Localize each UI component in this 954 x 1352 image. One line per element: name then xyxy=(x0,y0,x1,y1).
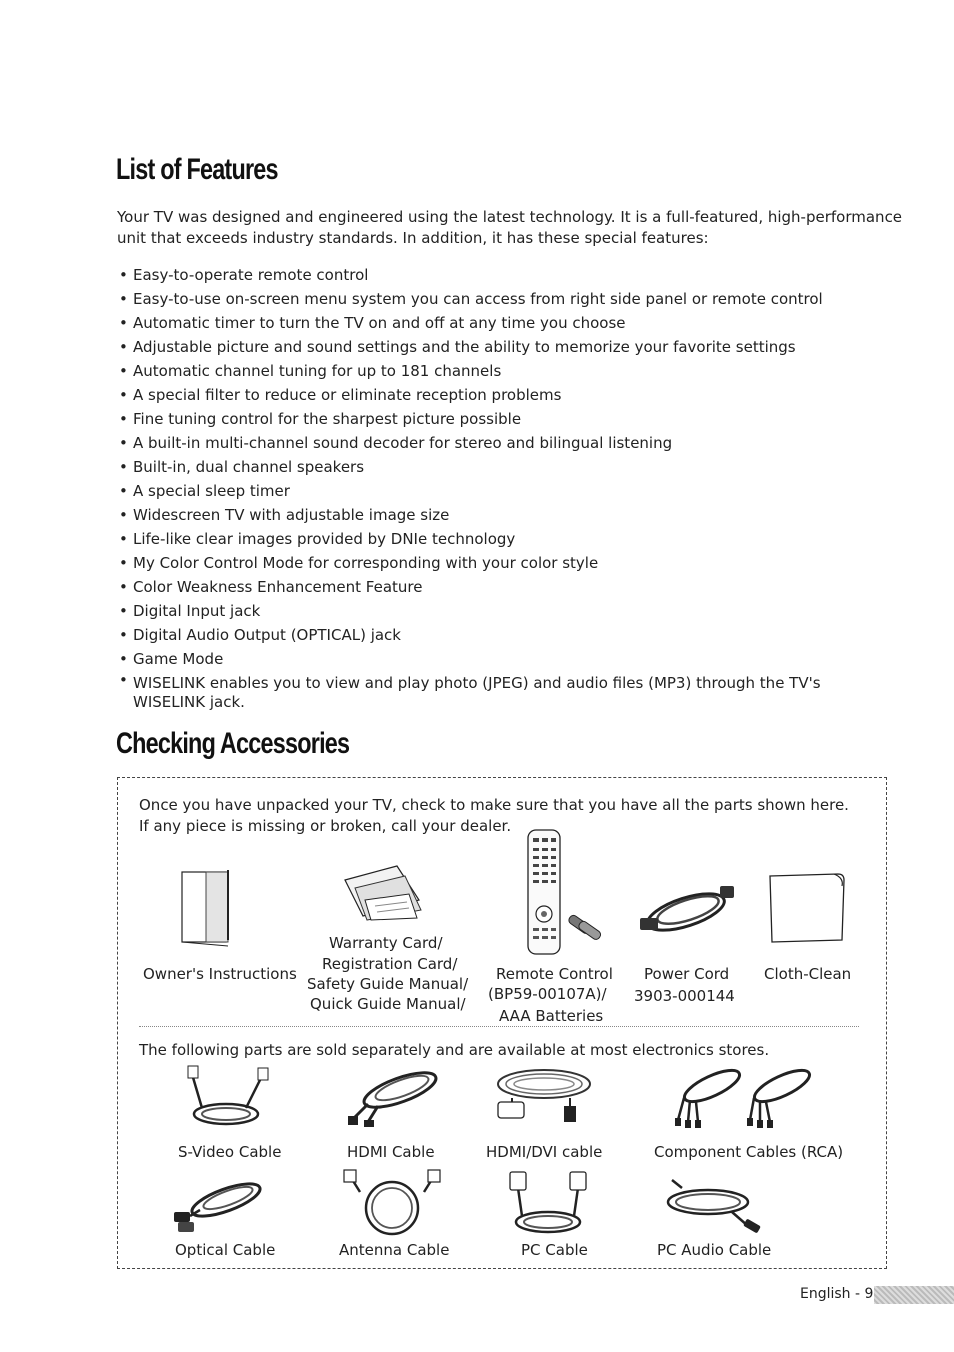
sold-separately-note: The following parts are sold separately and are available at most electronics stores. xyxy=(139,1041,770,1059)
features-list xyxy=(117,263,897,712)
batteries-label: AAA Batteries xyxy=(499,1007,604,1025)
hdmi-cable-illustration xyxy=(344,1064,444,1128)
feature-item: • WISELINK enables you to view and play photo (JPEG) and audio files (MP3) through the TV's WISELINK jack. xyxy=(117,671,897,712)
component-cables-label: Component Cables (RCA) xyxy=(654,1143,844,1161)
feature-item: • Easy-to-use on-screen menu system you can access from right side panel or remote control xyxy=(117,287,897,311)
pc-audio-cable-label: PC Audio Cable xyxy=(657,1241,772,1259)
accessories-intro: Once you have unpacked your TV, check to make sure that you have all the parts shown here. If any piece is missing or broken, call your dealer. xyxy=(139,796,849,835)
feature-item: • Game Mode xyxy=(117,647,897,671)
feature-item: • A special sleep timer xyxy=(117,479,897,503)
hdmi-dvi-cable-illustration xyxy=(490,1064,598,1128)
component-cables-illustration xyxy=(670,1064,830,1128)
remote-model-label: (BP59-00107A)/ xyxy=(488,985,607,1003)
feature-item: • Automatic timer to turn the TV on and off at any time you choose xyxy=(117,311,897,335)
feature-item: • A special filter to reduce or eliminate reception problems xyxy=(117,383,897,407)
feature-item: • Life-like clear images provided by DNIe technology xyxy=(117,527,897,551)
feature-item: • My Color Control Mode for corresponding with your color style xyxy=(117,551,897,575)
pc-audio-cable-illustration xyxy=(656,1178,764,1236)
antenna-cable-label: Antenna Cable xyxy=(339,1241,450,1259)
s-video-cable-label: S-Video Cable xyxy=(178,1143,282,1161)
features-intro: Your TV was designed and engineered using the latest technology. It is a full-featured, high-performance unit that exceeds industry standards. In addition, it has these special features: xyxy=(117,208,903,247)
feature-item: • Easy-to-operate remote control xyxy=(117,263,897,287)
power-cord-part-label: 3903-000144 xyxy=(634,987,735,1005)
s-video-cable-illustration xyxy=(186,1064,272,1130)
pc-cable-illustration xyxy=(504,1170,594,1236)
cloth-clean-label: Cloth-Clean xyxy=(764,965,852,983)
feature-item: • A built-in multi-channel sound decoder for stereo and bilingual listening xyxy=(117,431,897,455)
checking-accessories-heading: Checking Accessories xyxy=(116,727,350,760)
warranty-card-label: Warranty Card/ xyxy=(329,934,443,952)
page-tab-decoration xyxy=(874,1286,954,1304)
safety-guide-label: Safety Guide Manual/ xyxy=(307,975,469,993)
manuals-illustration xyxy=(335,860,425,922)
feature-item: • Built-in, dual channel speakers xyxy=(117,455,897,479)
separator xyxy=(139,1026,859,1027)
page-number: English - 9 xyxy=(800,1286,874,1302)
pc-cable-label: PC Cable xyxy=(521,1241,588,1259)
feature-item: • Color Weakness Enhancement Feature xyxy=(117,575,897,599)
hdmi-dvi-cable-label: HDMI/DVI cable xyxy=(486,1143,603,1161)
cloth-illustration xyxy=(764,870,848,946)
remote-control-label: Remote Control xyxy=(496,965,613,983)
power-cord-illustration xyxy=(636,880,740,942)
owners-instructions-label: Owner's Instructions xyxy=(143,965,297,983)
feature-item: • Adjustable picture and sound settings and the ability to memorize your favorite settings xyxy=(117,335,897,359)
list-of-features-heading: List of Features xyxy=(116,153,278,186)
owners-instructions-illustration xyxy=(178,866,234,948)
antenna-cable-illustration xyxy=(340,1168,444,1238)
feature-item: • Fine tuning control for the sharpest picture possible xyxy=(117,407,897,431)
feature-item: • Automatic channel tuning for up to 181 channels xyxy=(117,359,897,383)
registration-card-label: Registration Card/ xyxy=(322,955,458,973)
optical-cable-label: Optical Cable xyxy=(175,1241,276,1259)
quick-guide-label: Quick Guide Manual/ xyxy=(310,995,466,1013)
power-cord-label: Power Cord xyxy=(644,965,730,983)
remote-control-illustration xyxy=(524,828,608,958)
feature-item: • Digital Input jack xyxy=(117,599,897,623)
feature-item: • Digital Audio Output (OPTICAL) jack xyxy=(117,623,897,647)
optical-cable-illustration xyxy=(170,1176,270,1234)
hdmi-cable-label: HDMI Cable xyxy=(347,1143,435,1161)
feature-item: • Widescreen TV with adjustable image size xyxy=(117,503,897,527)
